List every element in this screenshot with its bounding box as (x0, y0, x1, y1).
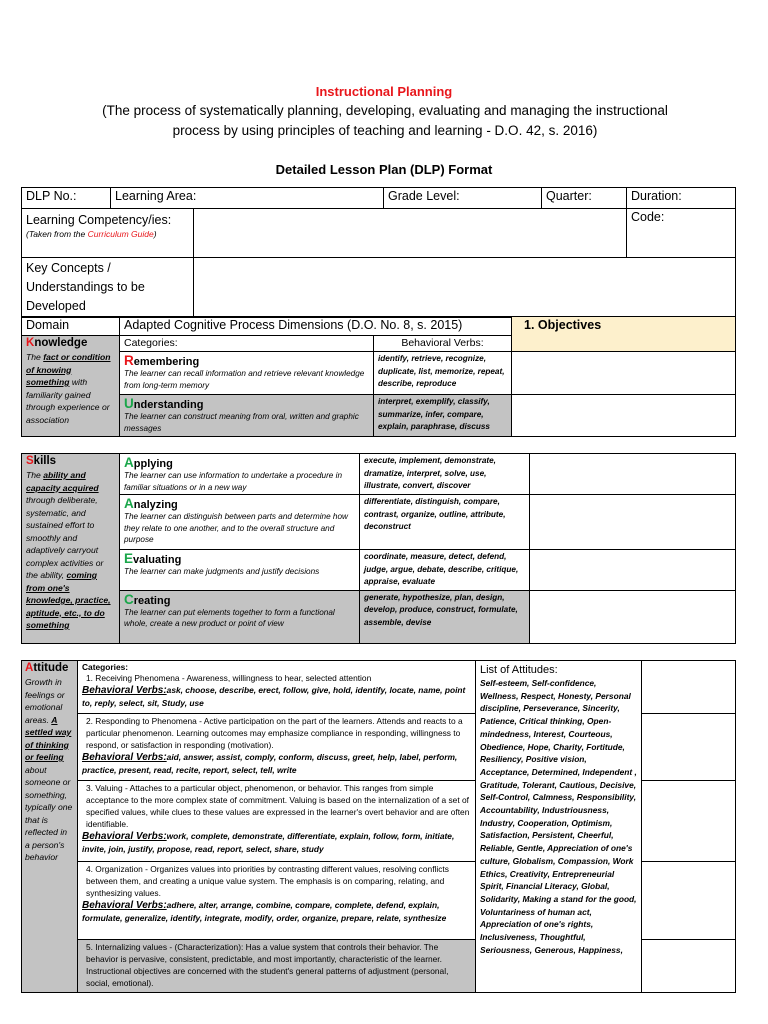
attitude-valuing-cell (78, 781, 476, 862)
skills-title: Skills (26, 455, 57, 467)
responding-verbs: Behavioral Verbs:aid, answer, assist, comply, conform, discuss, greet, help, label, perform, practice, present, read, recite, report, select, tell, write (82, 752, 458, 775)
remembering-verbs: identify, retrieve, recognize, duplicate, list, memorize, repeat, describe, reproduce (374, 352, 512, 395)
analyzing-verbs: differentiate, distinguish, compare, contrast, organize, outline, attribute, deconstruct (360, 495, 530, 550)
remembering-desc: The learner can recall information and retrieve relevant knowledge from long-term memory (124, 369, 365, 390)
grade-level-cell[interactable]: Grade Level: (384, 188, 542, 209)
competency-label: Learning Competency/ies: (26, 213, 172, 227)
attitude-internalizing-cell (78, 940, 476, 993)
remembering-title: Remembering (124, 353, 200, 368)
applying-verbs: execute, implement, demonstrate, dramatize, interpret, solve, use, illustrate, convert, discover (360, 454, 530, 495)
skills-description: The ability and capacity acquired through deliberate, systematic, and sustained effort to smoothly and adaptively carryout complex activities or the ability, coming from one's knowledge, practice, aptitude, etc., to do something (26, 470, 111, 630)
knowledge-domain-cell (22, 336, 120, 437)
competency-note: (Taken from the Curriculum Guide) (26, 229, 157, 239)
competency-input-cell[interactable] (194, 209, 627, 258)
valuing-text: 3. Valuing - Attaches to a particular object, phenomenon, or behavior. This ranges from simple acceptance to the more complex state of commitment. Valuing is based on the internalization of a set of specified values, while clues to these values are expressed in the learner's overt behavior and are often identifiable. (86, 783, 470, 829)
analyzing-objective-cell[interactable] (530, 495, 736, 550)
receiving-text: 1. Receiving Phenomena - Awareness, willingness to hear, selected attention (86, 673, 372, 683)
key-concepts-input-cell[interactable] (194, 258, 736, 318)
attitude-categories-label: Categories: (82, 662, 129, 672)
understanding-desc: The learner can construct meaning from oral, written and graphic messages (124, 412, 359, 433)
knowledge-title: Knowledge (26, 337, 88, 349)
understanding-title: Understanding (124, 396, 204, 411)
applying-title: Applying (124, 455, 173, 470)
internalizing-text: 5. Internalizing values - (Characterization): Has a value system that controls their behavior. The behavior is pervasive, consistent, predictable, and most importantly, characteristic of the learner. Instructional objectives are concerned with the student's general patterns of adjustment (personal, social, emotional). (86, 942, 449, 988)
creating-title: Creating (124, 591, 171, 607)
responding-text: 2. Responding to Phenomena - Active participation on the part of the learners. Attends and reacts to a particular phenomenon. Learning outcomes may emphasize compliance in responding, willingness to respond, or satisfaction in responding (motivation). (86, 716, 463, 750)
adapted-dimensions-header: Adapted Cognitive Process Dimensions (D.O. No. 8, s. 2015) (120, 317, 512, 336)
valuing-objective-cell[interactable] (642, 781, 736, 862)
organization-verbs: Behavioral Verbs:adhere, alter, arrange, combine, compare, complete, defend, explain, formulate, generalize, identify, integrate, modify, order, organize, prepare, relate, synthesize (82, 900, 447, 923)
attitude-table (21, 660, 736, 993)
attitude-list-cell (476, 661, 642, 993)
understanding-verbs: interpret, exemplify, classify, summarize, infer, compare, explain, paraphrase, discuss (374, 395, 512, 437)
knowledge-description: The fact or condition of knowing something with familiarity gained through experience or association (26, 352, 111, 425)
creating-objective-cell[interactable] (530, 590, 736, 643)
behavioral-verbs-header: Behavioral Verbs: (374, 336, 512, 352)
evaluating-cell (120, 550, 360, 591)
evaluating-verbs: coordinate, measure, detect, defend, judge, argue, debate, describe, critique, appraise, evaluate (360, 550, 530, 591)
page-title: Instructional Planning (315, 84, 453, 99)
attitude-list-title: List of Attitudes: (480, 664, 558, 676)
quarter-cell[interactable]: Quarter: (542, 188, 627, 209)
skills-table (21, 453, 736, 644)
internalizing-objective-cell[interactable] (642, 940, 736, 993)
receiving-verbs: Behavioral Verbs:ask, choose, describe, erect, follow, give, hold, identify, locate, name, point to, reply, select, sit, Study, use (82, 685, 466, 708)
attitude-domain-cell (22, 661, 78, 993)
evaluating-desc: The learner can make judgments and justify decisions (124, 567, 320, 576)
knowledge-table (21, 316, 736, 437)
organization-text: 4. Organization - Organizes values into priorities by contrasting different values, resolving conflicts between them, and creating a unique value system. The emphasis is on comparing, relating, and synthesizing values. (86, 864, 449, 898)
evaluating-title: Evaluating (124, 551, 182, 566)
attitude-receiving-cell (78, 661, 476, 714)
page-subtitle: (The process of systematically planning, developing, evaluating and managing the instructional process by using principles of teaching and learning - D.O. 42, s. 2016) (102, 103, 668, 138)
organization-objective-cell[interactable] (642, 862, 736, 940)
learning-area-cell[interactable]: Learning Area: (111, 188, 384, 209)
objectives-header: 1. Objectives (512, 317, 736, 352)
duration-cell[interactable]: Duration: (627, 188, 736, 209)
creating-desc: The learner can put elements together to form a functional whole, create a new product or point of view (124, 607, 335, 628)
attitude-list: Self-esteem, Self-confidence, Wellness, Respect, Honesty, Personal discipline, Perseverance, Sincerity, Patience, Critical thinking, Open-mindedness, Interest, Courteous, Obedience, Hope, Charity, Fortitude, Resiliency, Positive vision, Acceptance, Determined, Independent , Gratitude, Tolerant, Cautious, Decisive, Self-Control, Calmness, Responsibility, Accountability, Industriousness, Industry, Cooperation, Optimism, Satisfaction, Persistent, Cheerful, Reliable, Gentle, Appreciation of one's culture, Globalism, Compassion, Work Ethics, Creativity, Entrepreneurial Spirit, Financial Literacy, Global, Solidarity, Making a stand for the good, Voluntariness of human act, Appreciation of one's rights, Inclusiveness, Thoughtful, Seriousness, Generous, Happiness, (480, 678, 637, 955)
attitude-description: Growth in feelings or emotional areas. A settled way of thinking or feeling about someone or something, typically one that is reflected in a person's behavior (25, 677, 73, 862)
domain-header: Domain (22, 317, 120, 336)
evaluating-objective-cell[interactable] (530, 550, 736, 591)
attitude-title: Attitude (25, 662, 69, 674)
applying-objective-cell[interactable] (530, 454, 736, 495)
key-concepts-label: Key Concepts / Understandings to be Developed (22, 258, 194, 318)
creating-cell (120, 590, 360, 643)
applying-desc: The learner can use information to undertake a procedure in familiar situations or in a new way (124, 471, 343, 492)
remembering-cell (120, 352, 374, 395)
analyzing-title: Analyzing (124, 496, 178, 511)
understanding-cell (120, 395, 374, 437)
categories-header: Categories: (120, 336, 374, 352)
applying-cell (120, 454, 360, 495)
creating-verbs: generate, hypothesize, plan, design, develop, produce, construct, formulate, assemble, devise (360, 590, 530, 643)
attitude-organization-cell (78, 862, 476, 940)
receiving-objective-cell[interactable] (642, 661, 736, 714)
dlp-no-cell[interactable]: DLP No.: (22, 188, 111, 209)
skills-domain-cell (22, 454, 120, 644)
valuing-verbs: Behavioral Verbs:work, complete, demonstrate, differentiate, explain, follow, form, initiate, invite, join, justify, propose, read, report, select, share, study (82, 831, 455, 854)
dlp-info-table (21, 187, 736, 318)
understanding-objective-cell[interactable] (512, 395, 736, 437)
analyzing-desc: The learner can distinguish between parts and determine how they relate to one another, and to the overall structure and purpose (124, 512, 348, 544)
attitude-responding-cell (78, 714, 476, 781)
competency-label-cell (22, 209, 194, 258)
remembering-objective-cell[interactable] (512, 352, 736, 395)
responding-objective-cell[interactable] (642, 714, 736, 781)
analyzing-cell (120, 495, 360, 550)
dlp-format-title: Detailed Lesson Plan (DLP) Format (275, 162, 493, 177)
code-cell[interactable]: Code: (627, 209, 736, 258)
